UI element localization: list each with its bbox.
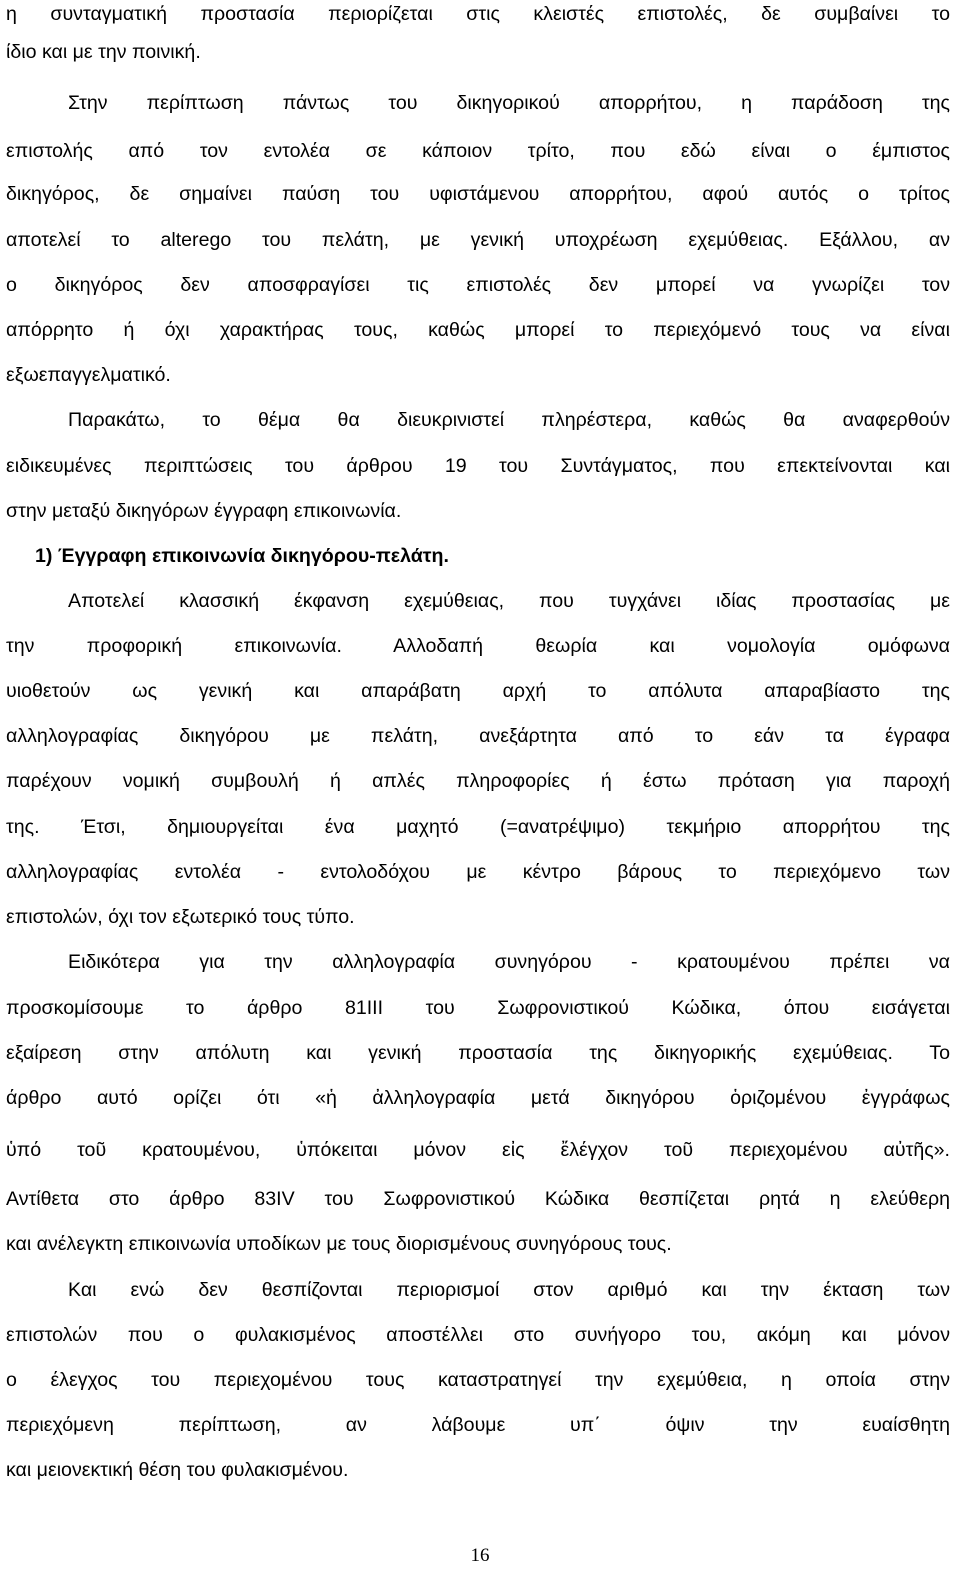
text-line: επιστολών που ο φυλακισμένος αποστέλλει στο συνήγορο του, ακόμη και μόνον — [6, 1324, 950, 1346]
text-line: αποτελεί το alterego του πελάτη, με γενική υποχρέωση εχεμύθειας. Εξάλλου, αν — [6, 229, 950, 251]
text-line: ο έλεγχος του περιεχομένου τους καταστρατηγεί την εχεμύθεια, η οποία στην — [6, 1369, 950, 1391]
text-line: στην μεταξύ δικηγόρων έγγραφη επικοινωνία. — [6, 500, 402, 522]
text-line: επιστολών, όχι τον εξωτερικό τους τύπο. — [6, 906, 355, 928]
text-line: υιοθετούν ως γενική και απαράβατη αρχή το απόλυτα απαραβίαστο της — [6, 680, 950, 702]
text-line: απόρρητο ή όχι χαρακτήρας τους, καθώς μπορεί το περιεχόμενό τους να είναι — [6, 319, 950, 341]
text-line: Παρακάτω, το θέμα θα διευκρινιστεί πληρέστερα, καθώς θα αναφερθούν — [68, 409, 950, 431]
text-line: η συνταγματική προστασία περιορίζεται στις κλειστές επιστολές, δε συμβαίνει το — [6, 3, 950, 25]
text-line: άρθρο αυτό ορίζει ότι «ἡ ἀλληλογραφία μετά δικηγόρου ὁριζομένου ἐγγράφως — [6, 1087, 950, 1109]
text-line: και ανέλεγκτη επικοινωνία υποδίκων με τους διορισμένους συνηγόρους τους. — [6, 1233, 672, 1255]
text-line: και μειονεκτική θέση του φυλακισμένου. — [6, 1459, 349, 1481]
text-line: Αντίθετα στο άρθρο 83IV του Σωφρονιστικού Κώδικα θεσπίζεται ρητά η ελεύθερη — [6, 1188, 950, 1210]
text-line: Στην περίπτωση πάντως του δικηγορικού απορρήτου, η παράδοση της — [68, 92, 950, 114]
text-line: ὑπό τοῦ κρατουμένου, ὑπόκειται μόνον εἰς ἔλέγχον τοῦ περιεχομένου αὐτῆς». — [6, 1139, 950, 1161]
text-line: ειδικευμένες περιπτώσεις του άρθρου 19 του Συντάγματος, που επεκτείνονται και — [6, 455, 950, 477]
text-line: ο δικηγόρος δεν αποσφραγίσει τις επιστολές δεν μπορεί να γνωρίζει τον — [6, 274, 950, 296]
text-line: την προφορική επικοινωνία. Αλλοδαπή θεωρία και νομολογία ομόφωνα — [6, 635, 950, 657]
text-line: αλληλογραφίας εντολέα - εντολοδόχου με κέντρο βάρους το περιεχόμενο των — [6, 861, 950, 883]
text-line: εξαίρεση στην απόλυτη και γενική προστασία της δικηγορικής εχεμύθειας. Το — [6, 1042, 950, 1064]
text-line: περιεχόμενη περίπτωση, αν λάβουμε υπ΄ όψιν την ευαίσθητη — [6, 1414, 950, 1436]
text-line: προσκομίσουμε το άρθρο 81III του Σωφρονιστικού Κώδικα, όπου εισάγεται — [6, 997, 950, 1019]
text-line: εξωεπαγγελματικό. — [6, 364, 171, 386]
text-line: της. Έτσι, δημιουργείται ένα μαχητό (=ανατρέψιμο) τεκμήριο απορρήτου της — [6, 816, 950, 838]
page-number: 16 — [470, 1545, 490, 1566]
section-heading: 1) Έγγραφη επικοινωνία δικηγόρου-πελάτη. — [35, 545, 449, 567]
text-line: παρέχουν νομική συμβουλή ή απλές πληροφορίες ή έστω πρόταση για παροχή — [6, 770, 950, 792]
text-line: Αποτελεί κλασσική έκφανση εχεμύθειας, που τυγχάνει ιδίας προστασίας με — [68, 590, 950, 612]
text-line: δικηγόρος, δε σημαίνει παύση του υφιστάμενου απορρήτου, αφού αυτός ο τρίτος — [6, 183, 950, 205]
text-line: Και ενώ δεν θεσπίζονται περιορισμοί στον αριθμό και την έκταση των — [68, 1279, 950, 1301]
text-line: επιστολής από τον εντολέα σε κάποιον τρίτο, που εδώ είναι ο έμπιστος — [6, 140, 950, 162]
text-line: ίδιο και με την ποινική. — [6, 41, 201, 63]
text-line: αλληλογραφίας δικηγόρου με πελάτη, ανεξάρτητα από το εάν τα έγραφα — [6, 725, 950, 747]
text-line: Ειδικότερα για την αλληλογραφία συνηγόρου - κρατουμένου πρέπει να — [68, 951, 950, 973]
